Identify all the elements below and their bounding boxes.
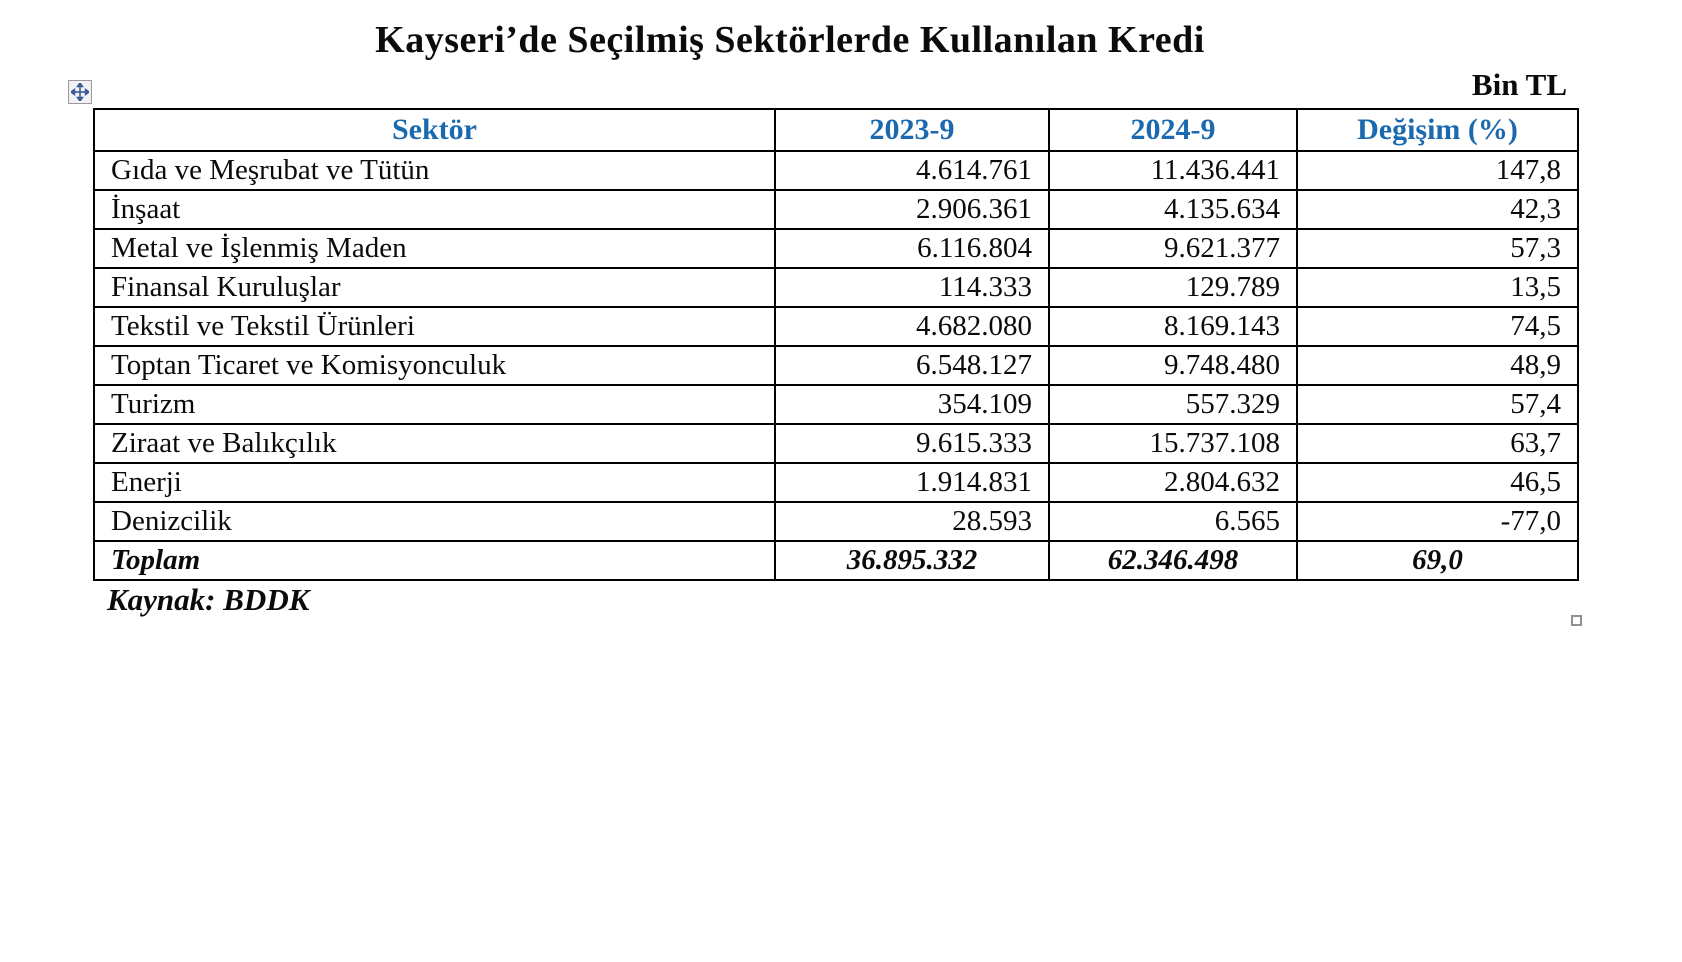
cell-2024: 557.329 bbox=[1049, 385, 1297, 424]
cell-change: 147,8 bbox=[1297, 151, 1578, 190]
cell-2024: 11.436.441 bbox=[1049, 151, 1297, 190]
cell-2023: 114.333 bbox=[775, 268, 1049, 307]
cell-change: 74,5 bbox=[1297, 307, 1578, 346]
table-header-row bbox=[94, 109, 1578, 151]
cell-2024: 2.804.632 bbox=[1049, 463, 1297, 502]
cell-2023: 4.682.080 bbox=[775, 307, 1049, 346]
cell-change: 13,5 bbox=[1297, 268, 1578, 307]
page-title: Kayseri’de Seçilmiş Sektörlerde Kullanılan Kredi bbox=[375, 19, 1205, 61]
table-row bbox=[94, 268, 1578, 307]
col-header-2024-9: 2024-9 bbox=[1049, 109, 1297, 151]
cell-change: 42,3 bbox=[1297, 190, 1578, 229]
col-header-change: Değişim (%) bbox=[1297, 109, 1578, 151]
col-header-sector: Sektör bbox=[94, 109, 775, 151]
cell-2024: 129.789 bbox=[1049, 268, 1297, 307]
cell-2024: 8.169.143 bbox=[1049, 307, 1297, 346]
cell-total-change: 69,0 bbox=[1297, 541, 1578, 580]
table-row bbox=[94, 463, 1578, 502]
cell-sector: Metal ve İşlenmiş Maden bbox=[94, 229, 775, 268]
unit-label: Bin TL bbox=[1471, 67, 1567, 102]
cell-sector: Toptan Ticaret ve Komisyonculuk bbox=[94, 346, 775, 385]
table-row bbox=[94, 385, 1578, 424]
cell-change: 57,3 bbox=[1297, 229, 1578, 268]
table-row bbox=[94, 502, 1578, 541]
cell-sector: Enerji bbox=[94, 463, 775, 502]
table-row bbox=[94, 151, 1578, 190]
cell-change: 57,4 bbox=[1297, 385, 1578, 424]
move-cross-icon bbox=[71, 83, 89, 101]
table-row bbox=[94, 229, 1578, 268]
cell-sector: Gıda ve Meşrubat ve Tütün bbox=[94, 151, 775, 190]
cell-2023: 6.116.804 bbox=[775, 229, 1049, 268]
cell-2023: 9.615.333 bbox=[775, 424, 1049, 463]
cell-2023: 4.614.761 bbox=[775, 151, 1049, 190]
cell-2023: 2.906.361 bbox=[775, 190, 1049, 229]
cell-change: 63,7 bbox=[1297, 424, 1578, 463]
cell-2024: 6.565 bbox=[1049, 502, 1297, 541]
table-resize-handle[interactable] bbox=[1571, 615, 1582, 626]
cell-2024: 9.621.377 bbox=[1049, 229, 1297, 268]
cell-sector: Ziraat ve Balıkçılık bbox=[94, 424, 775, 463]
sector-credit-table bbox=[93, 108, 1579, 581]
cell-change: 48,9 bbox=[1297, 346, 1578, 385]
cell-2023: 354.109 bbox=[775, 385, 1049, 424]
source-note: Kaynak: BDDK bbox=[107, 582, 310, 617]
table-total-row bbox=[94, 541, 1578, 580]
cell-2024: 9.748.480 bbox=[1049, 346, 1297, 385]
table-row bbox=[94, 424, 1578, 463]
cell-total-2023: 36.895.332 bbox=[775, 541, 1049, 580]
cell-sector: Denizcilik bbox=[94, 502, 775, 541]
cell-2024: 15.737.108 bbox=[1049, 424, 1297, 463]
cell-change: -77,0 bbox=[1297, 502, 1578, 541]
cell-2023: 1.914.831 bbox=[775, 463, 1049, 502]
cell-total-2024: 62.346.498 bbox=[1049, 541, 1297, 580]
cell-total-label: Toplam bbox=[94, 541, 775, 580]
cell-2024: 4.135.634 bbox=[1049, 190, 1297, 229]
cell-sector: Tekstil ve Tekstil Ürünleri bbox=[94, 307, 775, 346]
cell-change: 46,5 bbox=[1297, 463, 1578, 502]
table-row bbox=[94, 307, 1578, 346]
cell-2023: 28.593 bbox=[775, 502, 1049, 541]
cell-2023: 6.548.127 bbox=[775, 346, 1049, 385]
cell-sector: Turizm bbox=[94, 385, 775, 424]
cell-sector: Finansal Kuruluşlar bbox=[94, 268, 775, 307]
table-row bbox=[94, 346, 1578, 385]
table-row bbox=[94, 190, 1578, 229]
table-move-handle[interactable] bbox=[68, 80, 92, 104]
cell-sector: İnşaat bbox=[94, 190, 775, 229]
col-header-2023-9: 2023-9 bbox=[775, 109, 1049, 151]
